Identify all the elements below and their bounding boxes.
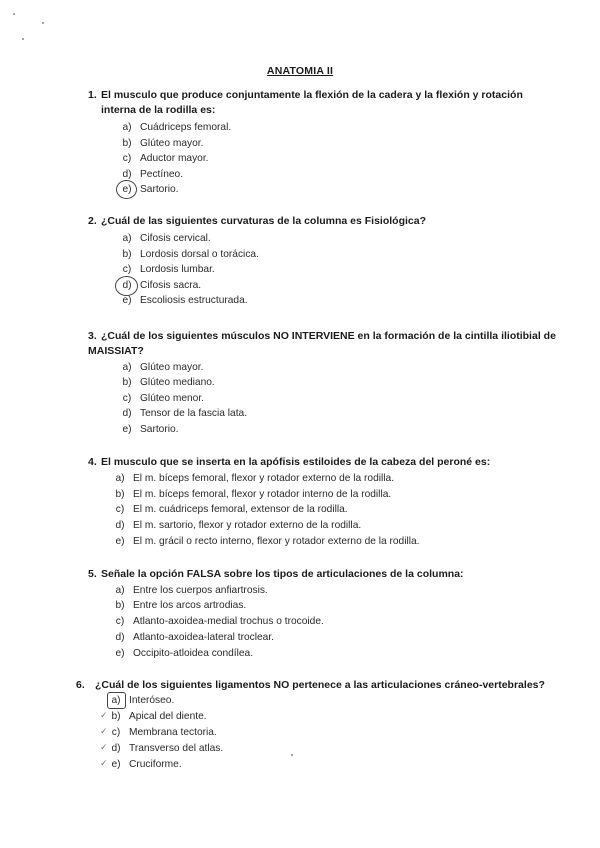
stem-line: Señale la opción FALSA sobre los tipos de articulaciones de la columna: xyxy=(101,568,464,580)
stem-line: ¿Cuál de los siguientes músculos NO INTERVIENE en la formación de la cintilla iliotibial de xyxy=(101,330,556,342)
stem-line: ¿Cuál de las siguientes curvaturas de la columna es Fisiológica? xyxy=(101,215,427,227)
answer-circle-mark xyxy=(115,276,138,296)
question-number: 3. xyxy=(88,330,97,342)
check-mark-icon: ✓ xyxy=(100,758,108,768)
question-number: 2. xyxy=(88,215,97,227)
stem-line: ¿Cuál de los siguientes ligamentos NO pertenece a las articulaciones cráneo-vertebrales? xyxy=(95,679,545,691)
question-number: 5. xyxy=(88,568,97,580)
answer-circle-mark xyxy=(116,180,137,199)
check-mark-icon: ✓ xyxy=(100,726,108,736)
scan-speck xyxy=(22,38,24,40)
stem-line: El musculo que se inserta en la apófisis estiloides de la cabeza del peroné es: xyxy=(101,456,491,468)
check-mark-icon: ✓ xyxy=(100,742,108,752)
page-title: ANATOMIA II xyxy=(266,65,334,77)
scan-speck xyxy=(13,13,15,15)
scan-speck xyxy=(291,754,293,756)
question-number: 6. xyxy=(76,679,85,691)
check-mark-icon: ✓ xyxy=(100,710,108,720)
scan-speck xyxy=(42,22,44,24)
stem-line: MAISSIAT? xyxy=(88,345,144,357)
question-number: 4. xyxy=(88,456,97,468)
question-number: 1. xyxy=(88,89,97,101)
answer-box-mark xyxy=(107,692,126,709)
exam-page: ANATOMIA II 1. El musculo que produce conjuntamente la flexión de la cadera y la flexión y rotación interna de la rodilla es: a) Cuádriceps femoral. b) Glúteo mayor. c) Aductor mayor. d) Pectíneo. e) Sartorio. 2. ¿Cuál de las siguientes curvaturas de la columna es Fisiológica? a) Cifosis cervical. b) Lordosis dorsal o torácica. c) Lordosis lumbar. d) Cifosis sacra. e) Escoliosis estructurada. 3. ¿Cuál de los siguientes músculos NO INTERVIENE en la formación de la cintilla iliotibial de MAISSIAT? a) Glúteo mayor. b) Glúteo mediano. c) Glúteo menor. d) Tensor de la fascia lata. e) Sartorio. 4. El musculo que se inserta en la apófisis estiloides de la cabeza del peroné es: a) El m. bíceps femoral, flexor y rotador externo de la rodilla. b) El m. bíceps femoral, flexor y rotador interno de la rodilla. c) El m. cuádriceps femoral, extensor de la rodilla. d) El m. sartorio, flexor y rotador externo de la rodilla. e) El m. grácil o recto interno, flexor y rotador externo de la rodilla. 5. Señale la opción FALSA sobre los tipos de articulaciones de la columna: a) Entre los cuerpos anfiartrosis. b) Entre los arcos artrodias. c) Atlanto-axoidea-medial trochus o trocoide. d) Atlanto-axoidea-lateral troclear. e) Occipito-atloidea condílea. 6. ¿Cuál de los siguientes ligamentos NO pertenece a las articulaciones cráneo-vertebrales? a) Interóseo. b) Apical del diente. c) Membrana tectoria. d) Transverso del atlas. e) Cruciforme. ✓ ✓ ✓ ✓ xyxy=(0,0,600,848)
stem-line: interna de la rodilla es: xyxy=(101,104,216,116)
stem-line: El musculo que produce conjuntamente la flexión de la cadera y la flexión y rotación xyxy=(101,89,523,101)
